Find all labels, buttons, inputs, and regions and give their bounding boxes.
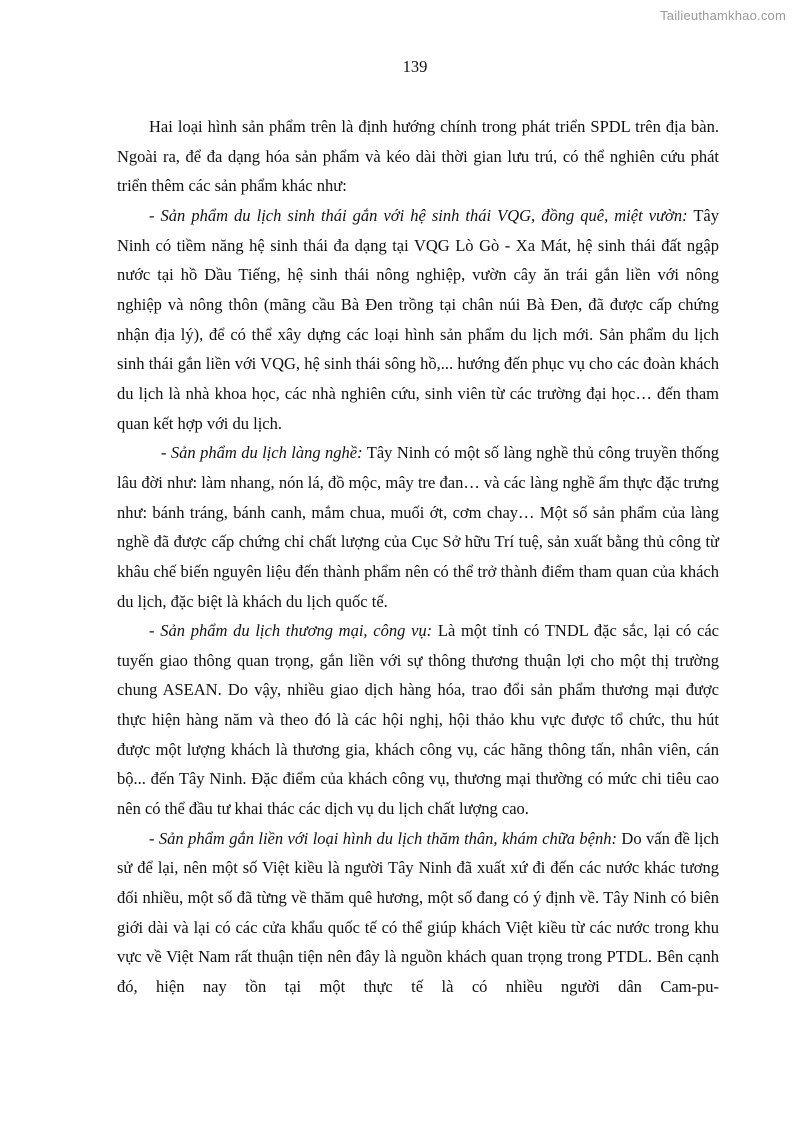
paragraph-ecotourism — [117, 201, 719, 438]
document-body — [117, 112, 719, 1002]
paragraph-family-medical-text: Do vấn đề lịch sử để lại, nên một số Việt kiều là người Tây Ninh đã xuất xứ đi đến các nước khác tương đối nhiều, một số đã từng về thăm quê hương, một số đang có ý định về. Tây Ninh có biên giới dài và lại có các cửa khẩu quốc tế có thể giúp khách Việt kiều từ các nước trong khu vực về Việt Nam rất thuận tiện nên đây là nguồn khách quan trọng trong PTDL. Bên cạnh đó, hiện nay tồn tại một thực tế là có nhiều người dân Cam-pu- — [117, 828, 719, 997]
watermark-text: Tailieuthamkhao.com — [660, 8, 786, 23]
paragraph-business-tourism — [117, 616, 719, 824]
paragraph-business-tourism-lead: - Sản phẩm du lịch thương mại, công vụ: — [149, 621, 433, 641]
paragraph-family-medical — [117, 824, 719, 1002]
paragraph-ecotourism-text: Tây Ninh có tiềm năng hệ sinh thái đa dạng tại VQG Lò Gò - Xa Mát, hệ sinh thái đất ngập nước tại hồ Dầu Tiếng, hệ sinh thái nông nghiệp, vườn cây ăn trái gắn liền với nông nghiệp và nông thôn (mãng cầu Bà Đen trồng tại chân núi Bà Đen, đã được cấp chứng nhận địa lý), để có thể xây dựng các loại hình sản phẩm du lịch mới. Sản phẩm du lịch sinh thái gắn liền với VQG, hệ sinh thái sông hồ,... hướng đến phục vụ cho các đoàn khách du lịch là nhà khoa học, các nhà nghiên cứu, sinh viên từ các trường đại học… đến tham quan kết hợp với du lịch. — [117, 205, 719, 433]
page-number: 139 — [402, 57, 428, 76]
paragraph-craft-village-text: Tây Ninh có một số làng nghề thủ công truyền thống lâu đời như: làm nhang, nón lá, đồ mộc, mây tre đan… và các làng nghề ẩm thực đặc trưng như: bánh tráng, bánh canh, mắm chua, muối ớt, cơm chay… Một số sản phẩm của làng nghề đã được cấp chứng chỉ chất lượng của Cục Sở hữu Trí tuệ, sản xuất bằng thủ công từ khâu chế biến nguyên liệu đến thành phẩm nên có thể trở thành điểm tham quan của khách du lịch, đặc biệt là khách du lịch quốc tế. — [117, 443, 719, 611]
paragraph-family-medical-lead: - Sản phẩm gắn liền với loại hình du lịch thăm thân, khám chữa bệnh: — [149, 828, 617, 848]
paragraph-intro: Hai loại hình sản phẩm trên là định hướng chính trong phát triển SPDL trên địa bàn. Ngoài ra, để đa dạng hóa sản phẩm và kéo dài thời gian lưu trú, có thể nghiên cứu phát triển thêm các sản phẩm khác như: — [117, 117, 719, 196]
paragraph-craft-village — [117, 438, 719, 616]
paragraph-craft-village-lead: - Sản phẩm du lịch làng nghề: — [161, 443, 363, 463]
paragraph-business-tourism-text: Là một tỉnh có TNDL đặc sắc, lại có các tuyến giao thông quan trọng, gắn liền với sự thông thương thuận lợi cho một thị trường chung ASEAN. Do vậy, nhiều giao dịch hàng hóa, trao đổi sản phẩm thương mại được thực hiện hàng năm và theo đó là các hội nghị, hội thảo khu vực được tổ chức, thu hút được một lượng khách là thương gia, khách công vụ, các hãng thông tấn, nhân viên, cán bộ... đến Tây Ninh. Đặc điểm của khách công vụ, thương mại thường có mức chi tiêu cao nên có thể đầu tư khai thác các dịch vụ du lịch chất lượng cao. — [117, 621, 719, 819]
paragraph-ecotourism-lead: - Sản phẩm du lịch sinh thái gắn với hệ sinh thái VQG, đồng quê, miệt vườn: — [149, 205, 688, 225]
